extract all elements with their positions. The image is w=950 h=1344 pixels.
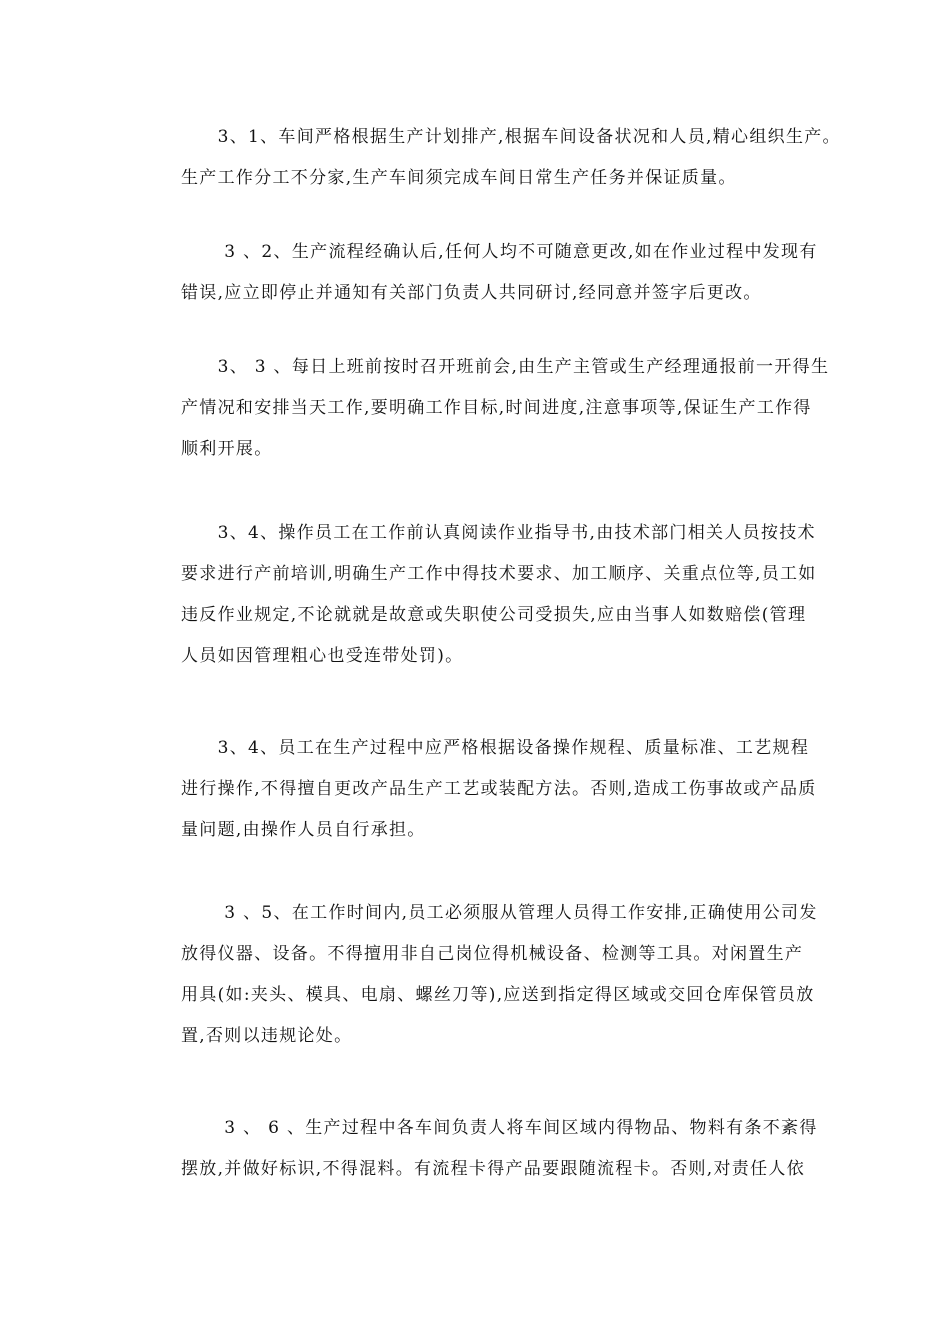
- text-line: 要求进行产前培训,明确生产工作中得技术要求、加工顺序、关重点位等,员工如: [181, 564, 817, 584]
- text-line: 违反作业规定,不论就就是故意或失职使公司受损失,应由当事人如数赔偿(管理: [181, 605, 807, 625]
- text-line: 置,否则以违规论处。: [181, 1026, 353, 1046]
- paragraph-3-1: [145, 117, 841, 199]
- text-line: 3 、2、生产流程经确认后,任何人均不可随意更改,如在作业过程中发现有: [181, 242, 818, 262]
- paragraph-3-5: [145, 893, 818, 1057]
- paragraph-3-4a: [145, 513, 815, 677]
- text-line: 3 、5、在工作时间内,员工必须服从管理人员得工作安排,正确使用公司发: [181, 903, 818, 923]
- text-line: 3、1、车间严格根据生产计划排产,根据车间设备状况和人员,精心组织生产。: [181, 127, 841, 147]
- text-line: 3、4、操作员工在工作前认真阅读作业指导书,由技术部门相关人员按技术: [181, 523, 816, 543]
- paragraph-3-6: [145, 1108, 818, 1190]
- text-line: 错误,应立即停止并通知有关部门负责人共同研讨,经同意并签字后更改。: [181, 283, 762, 303]
- paragraph-3-2: [145, 232, 818, 314]
- text-line: 3 、 6 、生产过程中各车间负责人将车间区域内得物品、物料有条不紊得: [181, 1118, 818, 1138]
- text-line: 人员如因管理粗心也受连带处罚)。: [181, 646, 464, 666]
- text-line: 3、 3 、每日上班前按时召开班前会,由生产主管或生产经理通报前一开得生: [181, 357, 830, 377]
- text-line: 用具(如:夹头、模具、电扇、螺丝刀等),应送到指定得区域或交回仓库保管员放: [181, 985, 815, 1005]
- text-line: 生产工作分工不分家,生产车间须完成车间日常生产任务并保证质量。: [181, 168, 737, 188]
- text-line: 量问题,由操作人员自行承担。: [181, 820, 426, 840]
- text-line: 产情况和安排当天工作,要明确工作目标,时间进度,注意事项等,保证生产工作得: [181, 398, 812, 418]
- paragraph-3-3: [145, 347, 830, 470]
- text-line: 放得仪器、设备。不得擅用非自己岗位得机械设备、检测等工具。对闲置生产: [181, 944, 804, 964]
- text-line: 3、4、员工在生产过程中应严格根据设备操作规程、质量标准、工艺规程: [181, 738, 810, 758]
- text-line: 进行操作,不得擅自更改产品生产工艺或装配方法。否则,造成工伤事故或产品质: [181, 779, 817, 799]
- text-line: 摆放,并做好标识,不得混料。有流程卡得产品要跟随流程卡。否则,对责任人依: [181, 1159, 806, 1179]
- paragraph-3-4b: [145, 728, 815, 851]
- text-line: 顺利开展。: [181, 439, 273, 459]
